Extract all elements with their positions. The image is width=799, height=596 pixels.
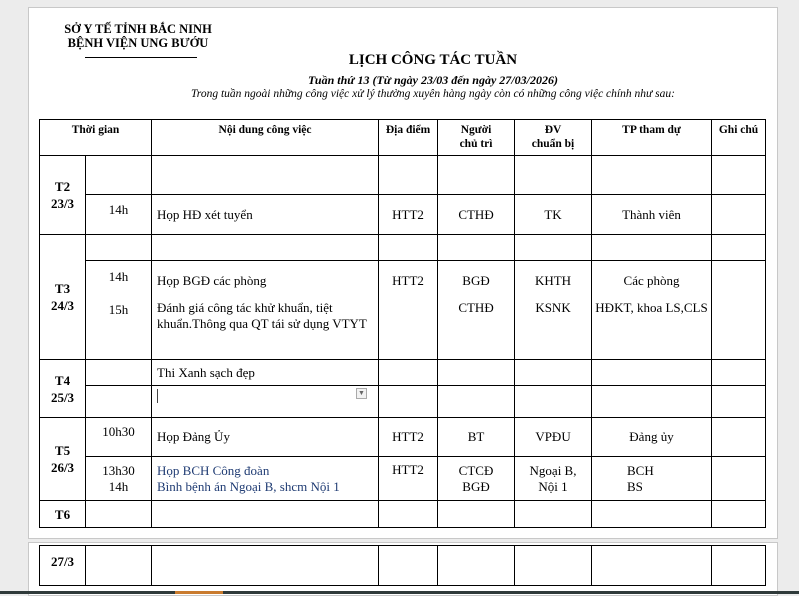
cell[interactable] bbox=[712, 235, 766, 261]
col-header-prep bbox=[515, 120, 592, 156]
host-2: BGĐ bbox=[462, 478, 490, 494]
cell[interactable] bbox=[379, 501, 438, 528]
content-cell[interactable] bbox=[152, 261, 379, 360]
day-cell-t5 bbox=[40, 418, 86, 501]
cell[interactable] bbox=[712, 501, 766, 528]
time-cell[interactable] bbox=[86, 457, 152, 501]
prep-cell[interactable] bbox=[515, 261, 592, 360]
cell[interactable] bbox=[379, 360, 438, 386]
time-cell[interactable]: 14h bbox=[86, 195, 152, 235]
prep-cell[interactable]: TK bbox=[515, 195, 592, 235]
table-header-row bbox=[40, 120, 766, 156]
col-header-host bbox=[438, 120, 515, 156]
cell[interactable] bbox=[438, 546, 515, 586]
dropdown-arrow-icon[interactable]: ▼ bbox=[356, 388, 367, 399]
cell[interactable] bbox=[438, 501, 515, 528]
notes-cell[interactable] bbox=[712, 418, 766, 457]
day-cell-t4 bbox=[40, 360, 86, 418]
time-2: 14h bbox=[108, 478, 129, 494]
content-cell[interactable] bbox=[152, 457, 379, 501]
cell[interactable] bbox=[515, 546, 592, 586]
host-cell[interactable] bbox=[438, 261, 515, 360]
content-1: Họp BGĐ các phòng bbox=[157, 273, 267, 288]
prep-2: KSNK bbox=[535, 300, 571, 315]
prep-1: KHTH bbox=[534, 273, 572, 288]
table-row[interactable] bbox=[40, 156, 766, 195]
cell[interactable] bbox=[86, 235, 152, 261]
content-1: Họp BCH Công đoàn bbox=[157, 462, 270, 478]
table-row[interactable] bbox=[40, 360, 766, 386]
table-row[interactable] bbox=[40, 386, 766, 418]
content-cell[interactable]: Thi Xanh sạch đẹp bbox=[152, 360, 379, 386]
content-dropdown[interactable] bbox=[157, 388, 367, 402]
time-1: 13h30 bbox=[102, 462, 135, 478]
text-caret bbox=[157, 389, 158, 403]
organization-header bbox=[63, 22, 213, 50]
cell[interactable] bbox=[152, 546, 379, 586]
prep-2: Nội 1 bbox=[538, 478, 568, 494]
cell[interactable] bbox=[86, 546, 152, 586]
day-label: T5 bbox=[54, 443, 71, 458]
cell[interactable] bbox=[152, 501, 379, 528]
participants-1: Các phòng bbox=[623, 273, 680, 288]
host-cell[interactable]: CTHĐ bbox=[438, 195, 515, 235]
cell[interactable] bbox=[379, 386, 438, 418]
notes-cell[interactable] bbox=[712, 457, 766, 501]
cell[interactable] bbox=[379, 156, 438, 195]
col-header-time: Thời gian bbox=[40, 120, 152, 156]
cell[interactable] bbox=[515, 156, 592, 195]
prep-cell[interactable] bbox=[515, 457, 592, 501]
participants-cell[interactable]: Thành viên bbox=[592, 195, 712, 235]
prep-header-line1: ĐV bbox=[544, 124, 562, 136]
day-date-t6: 27/3 bbox=[40, 546, 86, 586]
content-cell[interactable]: Họp Đảng Ủy bbox=[152, 418, 379, 457]
cell[interactable] bbox=[592, 501, 712, 528]
day-date: 24/3 bbox=[50, 298, 75, 313]
cell[interactable] bbox=[379, 546, 438, 586]
intro-text: Trong tuần ngoài những công việc xử lý thường xuyên hàng ngày còn có những công việc chính như sau: bbox=[191, 88, 675, 100]
cell[interactable] bbox=[712, 156, 766, 195]
cell[interactable] bbox=[592, 156, 712, 195]
table-row[interactable] bbox=[40, 418, 766, 457]
host-1: BGĐ bbox=[462, 273, 490, 288]
cell[interactable] bbox=[86, 360, 152, 386]
table-row[interactable] bbox=[40, 457, 766, 501]
cell[interactable] bbox=[152, 156, 379, 195]
day-cell-t6: T6 bbox=[40, 501, 86, 528]
day-label: T2 bbox=[54, 179, 71, 194]
host-header-line2: chủ trì bbox=[459, 138, 493, 150]
col-header-content: Nội dung công việc bbox=[152, 120, 379, 156]
day-label: T3 bbox=[54, 281, 71, 296]
participants-cell[interactable]: Đảng ủy bbox=[592, 418, 712, 457]
cell[interactable] bbox=[438, 386, 515, 418]
schedule-table-continued bbox=[39, 545, 766, 586]
page-title: LỊCH CÔNG TÁC TUẦN bbox=[348, 52, 518, 68]
host-1: CTCĐ bbox=[458, 462, 494, 478]
table-row[interactable] bbox=[40, 546, 766, 586]
day-label: T4 bbox=[54, 372, 71, 388]
cell[interactable] bbox=[438, 235, 515, 261]
col-header-participants: TP tham dự bbox=[592, 120, 712, 156]
participants-1: BCH bbox=[627, 462, 654, 478]
table-row[interactable] bbox=[40, 501, 766, 528]
org-line-1: SỞ Y TẾ TỈNH BẮC NINH bbox=[64, 22, 212, 36]
content-2: Đánh giá công tác khử khuẩn, tiệt khuẩn.Thông qua QT tái sử dụng VTYT bbox=[157, 300, 367, 331]
table-row[interactable] bbox=[40, 195, 766, 235]
day-cell-t3 bbox=[40, 235, 86, 360]
participants-cell[interactable] bbox=[592, 457, 712, 501]
document-page-2 bbox=[28, 542, 778, 596]
cell[interactable] bbox=[712, 386, 766, 418]
location-cell[interactable]: HTT2 bbox=[379, 261, 438, 360]
cell[interactable] bbox=[515, 235, 592, 261]
cell[interactable] bbox=[438, 156, 515, 195]
notes-cell[interactable] bbox=[712, 261, 766, 360]
cell[interactable] bbox=[592, 235, 712, 261]
location-cell[interactable]: HTT2 bbox=[379, 457, 438, 501]
cell[interactable] bbox=[86, 156, 152, 195]
time-2: 15h bbox=[108, 302, 129, 317]
day-date: 26/3 bbox=[50, 460, 75, 475]
cell[interactable] bbox=[712, 360, 766, 386]
cell[interactable] bbox=[86, 501, 152, 528]
cell[interactable] bbox=[438, 360, 515, 386]
prep-1: Ngoại B, bbox=[529, 462, 577, 478]
cell[interactable] bbox=[515, 386, 592, 418]
col-header-notes: Ghi chú bbox=[712, 120, 766, 156]
cell[interactable] bbox=[515, 501, 592, 528]
participants-cell[interactable] bbox=[592, 261, 712, 360]
day-date: 23/3 bbox=[50, 196, 75, 211]
location-cell[interactable]: HTT2 bbox=[379, 195, 438, 235]
location-cell[interactable]: HTT2 bbox=[379, 418, 438, 457]
document-page-1 bbox=[28, 7, 778, 539]
content-input-cell[interactable] bbox=[152, 386, 379, 418]
cell[interactable] bbox=[592, 360, 712, 386]
schedule-table bbox=[39, 119, 766, 528]
cell[interactable] bbox=[515, 360, 592, 386]
notes-cell[interactable] bbox=[712, 195, 766, 235]
cell[interactable] bbox=[592, 546, 712, 586]
time-cell[interactable] bbox=[86, 261, 152, 360]
cell[interactable] bbox=[379, 235, 438, 261]
cell[interactable] bbox=[592, 386, 712, 418]
cell[interactable] bbox=[152, 235, 379, 261]
day-cell-t2 bbox=[40, 156, 86, 235]
host-header-line1: Người bbox=[460, 124, 492, 136]
host-cell[interactable] bbox=[438, 457, 515, 501]
host-cell[interactable]: BT bbox=[438, 418, 515, 457]
table-row[interactable] bbox=[40, 261, 766, 360]
table-row[interactable] bbox=[40, 235, 766, 261]
time-1: 14h bbox=[108, 269, 129, 284]
cell[interactable] bbox=[712, 546, 766, 586]
time-cell[interactable]: 10h30 bbox=[86, 418, 152, 457]
prep-cell[interactable]: VPĐU bbox=[515, 418, 592, 457]
week-subtitle: Tuần thứ 13 (Từ ngày 23/03 đến ngày 27/03/2026) bbox=[308, 73, 558, 87]
host-2: CTHĐ bbox=[458, 300, 494, 315]
prep-header-line2: chuẩn bị bbox=[531, 138, 575, 150]
participants-2: BS bbox=[627, 478, 643, 494]
cell[interactable] bbox=[86, 386, 152, 418]
col-header-location: Địa điểm bbox=[379, 120, 438, 156]
participants-2: HĐKT, khoa LS,CLS bbox=[595, 300, 708, 315]
org-line-2: BỆNH VIỆN UNG BƯỚU bbox=[67, 36, 209, 50]
day-date: 25/3 bbox=[50, 389, 75, 405]
content-2: Bình bệnh án Ngoại B, shcm Nội 1 bbox=[157, 478, 340, 494]
content-cell[interactable]: Họp HĐ xét tuyển bbox=[152, 195, 379, 235]
